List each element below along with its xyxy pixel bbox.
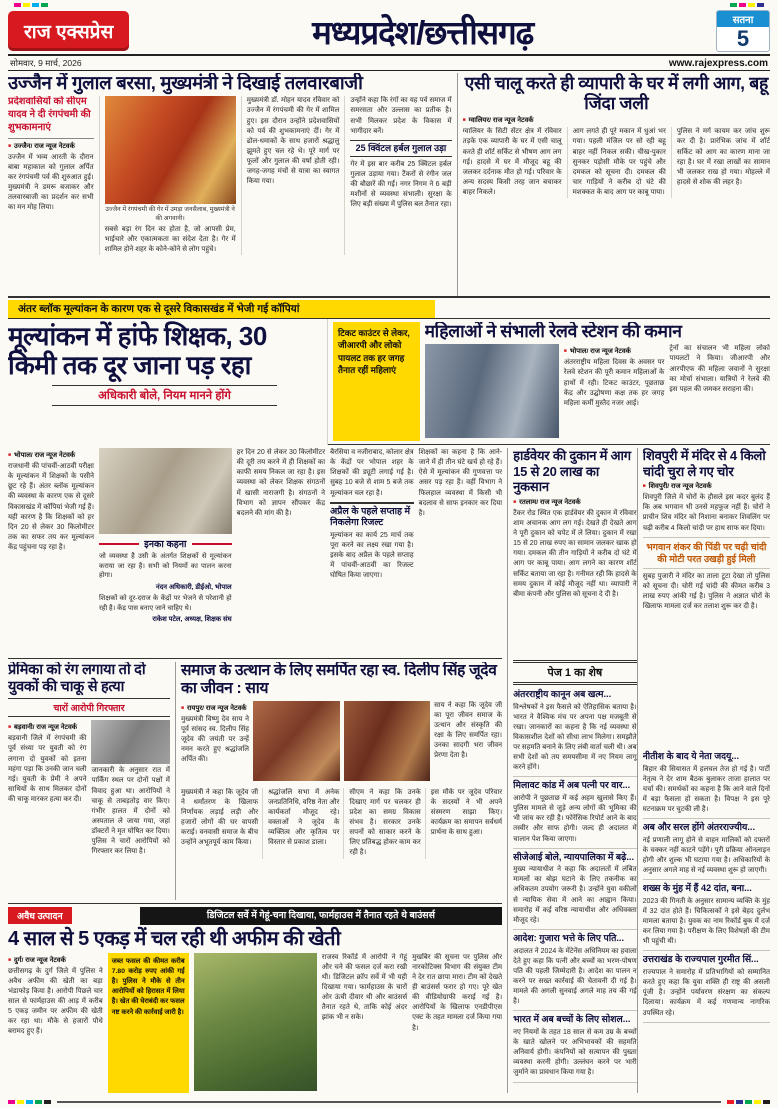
page1-stub xyxy=(513,1011,637,1082)
page1-stub xyxy=(513,686,637,777)
byline-text: ग्वालियर/ राज न्यूज नेटवर्क xyxy=(468,117,534,125)
temple-headline: शिवपुरी में मंदिर से 4 किलो चांदी चुरा ले गए चोर xyxy=(642,448,766,479)
evaluation-col1 xyxy=(8,448,94,658)
railway-headline: महिलाओं ने संभाली रेलवे स्टेशन की कमान xyxy=(424,322,682,341)
page1-stub xyxy=(513,849,637,930)
byline-text: बड़वानी/ राज न्यूज नेटवर्क xyxy=(14,724,77,732)
ujjain-columns xyxy=(8,96,452,255)
opium-col1-text: छत्तीसगढ़ के दुर्ग जिले में पुलिस ने अवैध अफीम की खेती का बड़ा भंडाफोड़ किया है। आरोपी पिछले चार साल से फार्महाउस की आड़ में करीब 5 एकड़ जमीन पर अफीम की खेती कर रहा था। मौके से हजारों पौधे बरामद हुए हैं। xyxy=(8,967,103,1036)
judev-col2-text: साय ने कहा कि जूदेव जी का पूरा जीवन समाज के उत्थान और संस्कृति की रक्षा के लिए समर्पित रहा। उनका सादगी भरा जीवन प्रेरणा देता है। xyxy=(434,701,503,760)
masthead xyxy=(8,8,770,71)
kicker-strip-row xyxy=(8,297,770,318)
judev-col6-text: इस मौके पर जूदेव परिवार के सदस्यों ने भी अपने संस्मरण साझा किए। कार्यक्रम का समापन सर्वधर्म प्रार्थना के साथ हुआ। xyxy=(425,788,502,859)
stub-text: मुख्य न्यायाधीश ने कहा कि अदालतों में लंबित मामलों का बोझ घटाने के लिए तकनीक का अधिकतम उपयोग जरूरी है। उन्होंने युवा वकीलों से न्यायिक सेवा में आने का आह्वान किया। समारोह में कई वरिष्ठ न्यायाधीश और अधिवक्ता मौजूद रहे। xyxy=(513,866,637,924)
hardware-headline: हार्डवेयर की दुकान में आग 15 से 20 लाख का नुकसान xyxy=(513,448,631,495)
hardware-text: टैंकर रोड स्थित एक हार्डवेयर की दुकान में रविवार शाम अचानक आग लग गई। देखते ही देखते आग ने पूरी दुकान को चपेट में ले लिया। दुकान में रखा 15 से 20 लाख रुपए का सामान जलकर खाक हो गया। दमकल की तीन गाड़ियों ने करीब दो घंटे में आग पर काबू पाया। आग लगने का कारण शॉर्ट सर्किट बताया जा रहा है। गनीमत रही कि हादसे के समय दुकान में कोई मौजूद नहीं था। व्यापारी ने बीमा कंपनी और पुलिस को सूचना दे दी है। xyxy=(513,509,637,598)
article-opium-farming xyxy=(8,903,502,1093)
judev-top-row xyxy=(181,701,502,785)
ujjain-col2-text: मुख्यमंत्री डॉ. मोहन यादव रविवार को उज्जैन में रंगपंचमी की गेर में शामिल हुए। इस दौरान उन्होंने प्रदेशवासियों को पर्व की शुभकामनाएं दीं। गेर में ढोल-धमाकों के साथ हजारों श्रद्धालु झूमते हुए चल रहे थे। पूरे मार्ग पर फूलों और गुलाल की वर्षा होती रही। जगह-जगह मंचों से यात्रा का स्वागत किया गया। xyxy=(241,96,340,255)
byline-text: रायपुर/ राज न्यूज नेटवर्क xyxy=(187,704,247,712)
print-color-marks xyxy=(727,1100,770,1104)
murder-col1 xyxy=(8,720,86,857)
newspaper-logo: राज एक्सप्रेस xyxy=(8,11,129,51)
quote2-text: शिक्षकों को दूर-दराज के केंद्रों पर भेजने से परेशानी हो रही है। केंद्र पास बनाए जाने चाहिए थे। xyxy=(98,594,232,612)
quote1-attribution: नंदन अधिकारी, डीईओ, भोपाल xyxy=(155,583,232,591)
judev-col5-text: सीएम ने कहा कि उनके दिखाए मार्ग पर चलकर ही प्रदेश का समग्र विकास संभव है। सरकार उनके सपनों को साकार करने के लिए प्रतिबद्ध होकर काम कर रही है। xyxy=(343,788,420,859)
stub-text: राज्यपाल ने समारोह में प्रतिभागियों को सम्मानित करते हुए कहा कि युवा शक्ति ही राष्ट्र की असली पूंजी है। उन्होंने पर्यावरण संरक्षण का संकल्प दिलाया। कार्यक्रम में कई गणमान्य नागरिक उपस्थित रहे। xyxy=(642,968,770,1017)
stub-title: मिलावट कांड में अब पत्नी पर वार... xyxy=(513,780,631,791)
press-color-bar xyxy=(8,1095,770,1108)
city-page-badge xyxy=(716,10,770,51)
ujjain-inset-headline: 25 क्विंटल हर्बल गुलाल उड़ा xyxy=(350,140,451,157)
illegal-production-label: अवैध उत्पादन xyxy=(8,907,72,924)
page1-stub xyxy=(643,748,770,819)
article-railway-women xyxy=(328,319,770,445)
answer-sheet-photo xyxy=(99,448,232,534)
article-hardware-fire xyxy=(513,448,637,656)
ujjain-crowd-photo xyxy=(105,96,236,204)
article-temple-theft xyxy=(643,448,770,748)
stub-text: बिहार की सियासत में हलचल तेज हो गई है। पार्टी नेतृत्व ने देर शाम बैठक बुलाकर ताजा हालात पर चर्चा की। समर्थकों का कहना है कि आने वाले दिनों में बड़ा फैसला हो सकता है। विपक्ष ने इस पूरे घटनाक्रम पर चुटकी ली है। xyxy=(642,765,770,814)
stub-title: शख्स के मुंह में हैं 42 दांत, बना... xyxy=(642,883,752,894)
result-sub-article xyxy=(330,502,414,582)
print-color-marks xyxy=(14,3,48,7)
evaluation-headline: मूल्यांकन में हांफे शिक्षक, 30 किमी तक दूर जाना पड़ रहा xyxy=(8,321,267,381)
opium-col1 xyxy=(8,953,103,1093)
byline-text: शिवपुरी/ राज न्यूज नेटवर्क xyxy=(648,483,712,491)
stub-text: नए नियमों के तहत 18 साल से कम उम्र के बच्चों के खाते खोलने पर अभिभावकों की सहमति अनिवार्य होगी। कंपनियों को सत्यापन की पुख्ता व्यवस्था करनी होगी। उल्लंघन करने पर भारी जुर्माने का प्रावधान किया गया है। xyxy=(513,1028,637,1077)
fire-col1-text: ग्वालियर के सिटी सेंटर क्षेत्र में रविवार तड़के एक व्यापारी के घर में एसी चालू करते ही शॉर्ट सर्किट से भीषण आग लग गई। हादसे में घर में मौजूद बहू की जलकर दर्दनाक मौत हो गई। परिवार के अन्य सदस्य किसी तरह जान बचाकर बाहर निकले। xyxy=(462,128,562,197)
evaluation-photo-quote-col xyxy=(99,448,232,658)
quote-box-title: इनका कहना xyxy=(99,537,232,550)
murder-judev-row xyxy=(8,658,502,900)
ujjain-col3-top-text: उन्होंने कहा कि रंगों का यह पर्व समाज में समरसता और उल्लास का प्रतीक है। सभी मिलकर प्रदेश के विकास में भागीदार बनें। xyxy=(350,97,452,135)
opium-top-row xyxy=(8,907,502,925)
opium-highlight-box: जब्त फसल की कीमत करीब 7.80 करोड़ रुपए आंकी गई है। पुलिस ने मौके से तीन आरोपियों को हिरासत में लिया है। खेत की घेराबंदी कर फसल नष्ट करने की कार्रवाई जारी है। xyxy=(108,953,189,1093)
evaluation-col5-text: शिक्षकों का कहना है कि आने-जाने में ही तीन घंटे खर्च हो रहे हैं। ऐसे में मूल्यांकन की गुणवत्ता पर असर पड़ रहा है। वहीं विभाग ने फिलहाल व्यवस्था में किसी भी बदलाव से साफ इनकार कर दिया है। xyxy=(418,449,503,517)
issue-date: सोमवार, 9 मार्च, 2026 xyxy=(10,57,82,68)
evaluation-col4-text: बैरसिया व नजीराबाद, कोलार क्षेत्र के केंद्रों पर भोपाल शहर के शिक्षकों की ड्यूटी लगाई गई है। सुबह 10 बजे से शाम 5 बजे तक मूल्यांकन चल रहा है। xyxy=(330,449,414,497)
ujjain-col3-bottom-text: गेर में इस बार करीब 25 क्विंटल हर्बल गुलाल उड़ाया गया। टैंकरों से रंगीन जल की बौछारें की गईं। नगर निगम ने 6 बड़ी मशीनों से व्यवस्था संभाली। सुरक्षा के लिए बड़ी संख्या में पुलिस बल तैनात रहा। xyxy=(350,160,452,209)
byline xyxy=(643,481,770,490)
result-sub-text: मूल्यांकन का कार्य 25 मार्च तक पूरा करने का लक्ष्य रखा गया है। इसके बाद अप्रैल के पहले सप्ताह में पांचवीं-आठवीं का रिजल्ट घोषित किया जाएगा। xyxy=(330,531,414,580)
murder-columns xyxy=(8,720,170,857)
ujjain-below-photo-text: सबसे बड़ा रंग दिन का होता है, जो आपसी प्रेम, भाईचारे और एकात्मकता का संदेश देता है। गेर में शामिल होने शहर के कोने-कोने से लोग पहुंचे। xyxy=(104,225,236,253)
fire-headline: एसी चालू करते ही व्यापारी के घर में लगी आग, बहू जिंदा जली xyxy=(464,73,768,114)
article-murder xyxy=(8,662,176,900)
byline xyxy=(463,115,770,124)
evaluation-subhead: अधिकारी बोले, नियम मानने होंगे xyxy=(52,385,277,406)
railway-highlight-note: टिकट काउंटर से लेकर, जीआरपी और लोको पायलट तक हर जगह तैनात रहीं महिलाएं xyxy=(333,322,419,441)
section-title: मध्यप्रदेश/छत्तीसगढ़ xyxy=(312,13,534,51)
byline-text: उज्जैन/ राज न्यूज नेटवर्क xyxy=(14,142,75,150)
stub-title: उत्तराखंड के राज्यपाल गुरमीत सिं... xyxy=(642,954,759,965)
opium-col3-text: मुखबिर की सूचना पर पुलिस और नारकोटिक्स विभाग की संयुक्त टीम ने देर रात छापा मारा। टीम को देखते ही बाउंसर्स फरार हो गए। पूरे खेत की वीडियोग्राफी कराई गई है। आरोपियों के खिलाफ एनडीपीएस एक्ट के तहत मामला दर्ज किया गया है। xyxy=(412,953,503,1032)
fire-col2-text: आग लगते ही पूरे मकान में धुआं भर गया। पहली मंजिल पर सो रही बहू बाहर नहीं निकल सकी। चीख-पुकार सुनकर पड़ोसी मौके पर पहुंचे और दमकल को सूचना दी। दमकल की चार गाड़ियों ने करीब दो घंटे की मशक्कत के बाद आग पर काबू पाया। xyxy=(567,127,666,198)
footer-rule xyxy=(57,1101,721,1103)
evaluation-headline-block xyxy=(8,319,328,445)
judev-tribute-photo-1 xyxy=(253,701,340,781)
print-color-marks xyxy=(8,1100,51,1104)
railway-body xyxy=(425,344,770,438)
evaluation-col1-text: राजधानी की पांचवीं-आठवीं परीक्षा के मूल्यांकन में शिक्षकों के पसीने छूट रहे हैं। अंतर ब्लॉक मूल्यांकन की व्यवस्था के कारण एक से दूसरे विकासखंड में कॉपियां भेजी गई हैं। यही कारण है कि शिक्षकों को हर दिन 20 से लेकर 30 किलोमीटर तक का सफर तय कर मूल्यांकन केंद्र पहुंचना पड़ रहा है। xyxy=(8,463,94,552)
stub-text: नई प्रणाली लागू होने से वाहन मालिकों को दफ्तरों के चक्कर नहीं काटने पड़ेंगे। पूरी प्रक्रिया ऑनलाइन होगी और शुल्क भी घटाया गया है। अधिकारियों के अनुसार अगले माह से नई व्यवस्था शुरू हो जाएगी। xyxy=(642,836,770,875)
accused-photo xyxy=(91,720,169,764)
murder-col1-text: बड़वानी जिले में रंगपंचमी की पूर्व संध्या पर युवती को रंग लगाना दो युवकों को इतना महंगा पड़ा कि उनकी जान चली गई। युवती के प्रेमी ने अपने साथियों के साथ मिलकर दोनों की चाकू मारकर हत्या कर दी। xyxy=(8,735,87,804)
byline xyxy=(513,497,637,506)
stub-title: आदेश: गुजारा भत्ते के लिए पति... xyxy=(513,933,624,944)
page1-stub xyxy=(513,930,637,1011)
stub-title: भारत में अब बच्चों के लिए सोशल... xyxy=(513,1014,631,1025)
judev-tribute-photo-2 xyxy=(344,701,431,781)
temple-pull-quote: भगवान शंकर की पिंडी पर चढ़ी चांदी की मोटी परत उखड़ी हुई मिली xyxy=(643,537,770,569)
railway-station-photo xyxy=(425,344,559,438)
masthead-row xyxy=(8,8,770,54)
stub-text: आरोपी ने पूछताछ में कई अहम खुलासे किए हैं। पुलिस मामले से जुड़े अन्य लोगों की भूमिका की भी जांच कर रही है। फोरेंसिक रिपोर्ट आने के बाद तस्वीर और साफ होगी। जल्द ही अदालत में चालान पेश किया जाएगा। xyxy=(513,794,637,843)
railway-main xyxy=(425,322,770,441)
byline-text: दुर्ग/ राज न्यूज नेटवर्क xyxy=(14,956,66,964)
quote1-text: जो व्यवस्था है उसी के अंतर्गत शिक्षकों से मूल्यांकन कराया जा रहा है। सभी को नियमों का पालन करना होगा। xyxy=(98,553,232,580)
judev-col1 xyxy=(181,701,249,785)
judev-bottom-row xyxy=(181,788,502,859)
article-judev-tribute xyxy=(176,662,502,900)
murder-headline: प्रेमिका को रंग लगाया तो दो युवकों की चाकू से हत्या xyxy=(8,662,146,695)
ujjain-subhead: प्रदेशवासियों को सीएम यादव ने दी रंगपंचमी की शुभकामनाएं xyxy=(8,96,94,138)
kicker-strip: अंतर ब्लॉक मूल्यांकन के कारण एक से दूसरे विकासखंड में भेजी गई कॉपियां xyxy=(8,300,435,318)
byline xyxy=(564,346,665,355)
right-rail-column-a xyxy=(507,448,637,1093)
murder-col2 xyxy=(91,720,169,857)
page1-rest-header: पेज 1 का शेष xyxy=(513,660,637,685)
stub-title: अंतरराष्ट्रीय कानून अब खत्म... xyxy=(513,689,612,699)
byline xyxy=(8,955,103,964)
ujjain-col1 xyxy=(8,96,94,255)
page1-stub xyxy=(643,880,770,951)
lower-left-column xyxy=(8,448,507,1093)
article-ujjain-rangpanchami xyxy=(8,73,458,296)
judev-col1-text: मुख्यमंत्री विष्णु देव साय ने पूर्व सांसद स्व. दिलीप सिंह जूदेव की जयंती पर उन्हें नमन करते हुए श्रद्धांजलि अर्पित की। xyxy=(180,715,249,764)
website-url: www.rajexpress.com xyxy=(668,57,768,69)
ujjain-photo-block xyxy=(99,96,236,255)
page-number: 5 xyxy=(736,26,750,52)
stub-title: सीजेआई बोले, न्यायपालिका में बढ़े... xyxy=(513,851,634,862)
result-sub-headline: अप्रैल के पहले सप्ताह में निकलेगा रिजल्ट xyxy=(330,505,411,528)
byline xyxy=(181,703,249,712)
page1-stub xyxy=(643,951,770,1022)
quote-box xyxy=(99,537,232,623)
zone-main-lower xyxy=(8,445,770,1093)
opium-headline: 4 साल से 5 एकड़ में चल रही थी अफीम की खेती xyxy=(8,927,341,950)
edition-city: सतना xyxy=(717,11,769,27)
right-rail-column-b xyxy=(637,448,770,1093)
murder-col2-text: जानकारी के अनुसार रात में पार्किंग स्थल पर दोनों पक्षों में विवाद हुआ था। आरोपियों ने चाकू से ताबड़तोड़ वार किए। गंभीर हालत में दोनों को अस्पताल ले जाया गया, जहां डॉक्टरों ने मृत घोषित कर दिया। पुलिस ने चारों आरोपियों को गिरफ्तार कर लिया है। xyxy=(91,767,170,856)
byline-text: भोपाल/ राज न्यूज नेटवर्क xyxy=(14,452,76,459)
judev-col4-text: श्रद्धांजलि सभा में अनेक जनप्रतिनिधि, वरिष्ठ नेता और कार्यकर्ता मौजूद रहे। वक्ताओं ने जूदेव के व्यक्तित्व और कृतित्व पर विस्तार से प्रकाश डाला। xyxy=(262,788,339,859)
byline-text: भोपाल/ राज न्यूज नेटवर्क xyxy=(569,348,631,356)
opium-col2-text: राजस्व रिकॉर्ड में आरोपी ने गेहूं और चने की फसल दर्ज करा रखी थी। डिजिटल क्रॉप सर्वे में भी यही दिखाया गया। फार्महाउस के चारों ओर ऊंची दीवार थी और बाउंसर्स तैनात रहते थे, ताकि कोई अंदर झांक भी न सके। xyxy=(321,953,408,1022)
byline xyxy=(8,141,94,150)
ujjain-photo-caption: उज्जैन में रंगपंचमी की गेर में उमड़ा जनसैलाब, मुख्यमंत्री ने की अगवानी। xyxy=(105,206,235,222)
ujjain-headline: उज्जैन में गुलाल बरसा, मुख्यमंत्री ने दिखाई तलवारबाजी xyxy=(8,73,363,93)
opium-field-photo xyxy=(194,953,317,1091)
page1-stub xyxy=(643,819,770,880)
date-bar xyxy=(8,54,770,71)
zone-eval-railway xyxy=(8,318,770,445)
quote2-attribution: राकेश पटेल, अध्यक्ष, शिक्षक संघ xyxy=(152,616,232,624)
stub-title: अब और सरल होंगे अंतरराज्यीय... xyxy=(642,822,756,833)
evaluation-body xyxy=(8,448,502,658)
judev-col3-text: मुख्यमंत्री ने कहा कि जूदेव जी ने धर्मांतरण के खिलाफ निर्णायक लड़ाई लड़ी और हजारों लोगों की घर वापसी कराई। वनवासी समाज के बीच उन्होंने अभूतपूर्व काम किया। xyxy=(180,788,259,847)
temple-text2: सुबह पुजारी ने मंदिर का ताला टूटा देखा तो पुलिस को सूचना दी। चोरी गई चांदी की कीमत करीब 3 लाख रुपए आंकी गई है। पुलिस ने अज्ञात चोरों के खिलाफ मामला दर्ज कर तलाश शुरू कर दी है। xyxy=(642,572,770,611)
evaluation-col4 xyxy=(330,448,414,658)
stub-text: अदालत ने 2024 के मेंटेनेंस अधिनियम का हवाला देते हुए कहा कि पत्नी और बच्चों का भरण-पोषण पति की पहली जिम्मेदारी है। आदेश का पालन न करने पर सख्त कार्रवाई की चेतावनी दी गई है। मामले की अगली सुनवाई अगले माह तय की गई है। xyxy=(513,947,637,1006)
byline xyxy=(8,450,94,459)
temple-text1: शिवपुरी जिले में चोरों के हौसले इस कदर बुलंद हैं कि अब भगवान भी उनसे महफूज नहीं हैं। चोरों ने प्राचीन शिव मंदिर को निशाना बनाकर शिवलिंग पर चढ़ी करीब 4 किलो चांदी पर हाथ साफ कर दिया। xyxy=(642,494,770,532)
byline-text: रतलाम/ राज न्यूज नेटवर्क xyxy=(519,498,581,506)
fire-columns xyxy=(463,127,770,198)
page1-stub xyxy=(513,777,637,848)
ujjain-col1-text: उज्जैन में भव्य आरती के दौरान बाबा महाकाल को गुलाल अर्पित कर रंगपंचमी पर्व की शुरुआत हुई। मुख्यमंत्री ने डमरू बजाकर और तलवारबाजी का प्रदर्शन कर सभी का मन मोह लिया। xyxy=(8,153,94,212)
stub-text: विश्लेषकों ने इस फैसले को ऐतिहासिक बताया है। भारत ने वैश्विक मंच पर अपना पक्ष मजबूती से रखा। जानकारों का कहना है कि नई व्यवस्था से विकासशील देशों को सीधा लाभ मिलेगा। समझौते पर सहमति बनाने के लिए लंबी वार्ता चली थी। अब सभी देशों को तय समयसीमा में नए नियम लागू करने होंगे। xyxy=(513,703,637,772)
railway-col2-text: ट्रेनों का संचालन भी महिला लोको पायलटों ने किया। जीआरपी और आरपीएफ की महिला जवानों ने सुरक्षा का मोर्चा संभाला। यात्रियों ने रेलवे की इस पहल की जमकर सराहना की। xyxy=(669,345,770,393)
stub-title: नीतीश के बाद ये नेता जदयू... xyxy=(642,751,740,761)
top-articles-row xyxy=(8,71,770,297)
evaluation-col3-text: हर दिन 20 से लेकर 30 किलोमीटर की दूरी तय करने में ही शिक्षकों का काफी समय निकल जा रहा है। इस व्यवस्था को लेकर शिक्षक संगठनों में खासी नाराजगी है। संगठनों ने विभाग को ज्ञापन सौंपकर केंद्र बदलने की मांग की है। xyxy=(236,449,326,517)
stub-text: 2023 की गिनती के अनुसार सामान्य व्यक्ति के मुंह में 32 दांत होते हैं। चिकित्सकों ने इसे बेहद दुर्लभ मामला बताया है। युवक का नाम रिकॉर्ड बुक में दर्ज कर लिया गया है। परीक्षण के लिए विशेषज्ञों की टीम भी पहुंची थी। xyxy=(642,897,770,946)
railway-col1-text: अंतरराष्ट्रीय महिला दिवस के अवसर पर रेलवे स्टेशन की पूरी कमान महिलाओं के हाथों में रही। टिकट काउंटर, पूछताछ केंद्र और उद्घोषणा कक्ष तक हर जगह महिला कर्मी मुस्तैद नजर आईं। xyxy=(563,359,665,407)
murder-subhead: चारों आरोपी गिरफ्तार xyxy=(8,698,170,717)
opium-body xyxy=(8,953,502,1093)
railway-col1 xyxy=(564,344,665,438)
article-gwalior-fire xyxy=(458,73,770,296)
byline xyxy=(8,722,86,731)
fire-col3-text: पुलिस ने मर्ग कायम कर जांच शुरू कर दी है। प्रारंभिक जांच में शॉर्ट सर्किट को आग का कारण माना जा रहा है। घर में रखा लाखों का सामान भी जलकर राख हो गया। मोहल्ले में हादसे से शोक की लहर है। xyxy=(671,127,770,198)
print-color-marks xyxy=(730,3,764,7)
judev-headline: समाज के उत्थान के लिए समर्पित रहा स्व. दिलीप सिंह जूदेव का जीवन : साय xyxy=(180,662,497,697)
ujjain-col3 xyxy=(344,96,451,255)
opium-strap-headline: डिजिटल सर्वे में गेहूं-चना दिखाया, फार्महाउस में तैनात रहते थे बाउंसर्स xyxy=(140,907,502,925)
